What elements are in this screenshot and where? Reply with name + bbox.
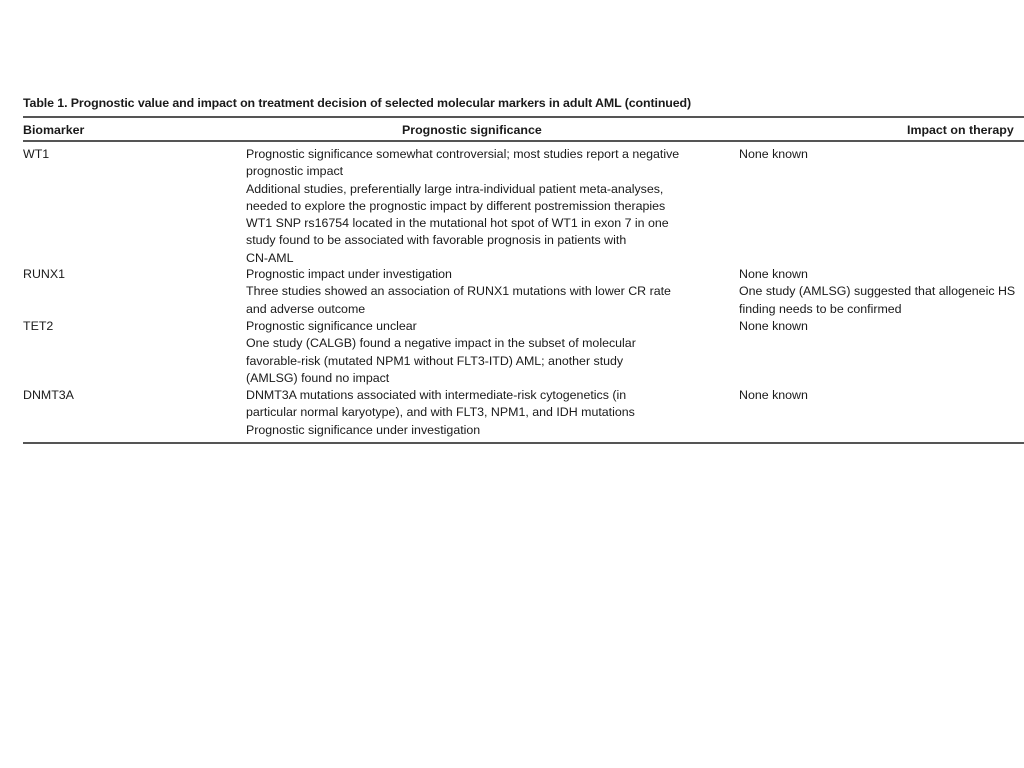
text-line: Prognostic significance somewhat controversial; most studies report a negative [246, 147, 680, 161]
therapy-cell [739, 266, 1024, 318]
prognostic-cell-entry [246, 422, 726, 439]
biomarker-cell: RUNX1 [23, 267, 65, 281]
prognostic-cell-entry [246, 318, 726, 335]
text-line: One study (CALGB) found a negative impact in the subset of molecular [246, 336, 636, 351]
text-line: WT1 SNP rs16754 located in the mutational hot spot of WT1 in exon 7 in one [246, 216, 669, 231]
text-line: None known [739, 267, 808, 281]
therapy-cell [739, 146, 1024, 163]
column-header-impact-on-therapy: Impact on therapy [907, 123, 1014, 137]
text-line: None known [739, 388, 808, 402]
text-line: Prognostic significance under investigation [246, 422, 481, 437]
text-line: study found to be associated with favorable prognosis in patients with [246, 233, 627, 248]
prognostic-cell-entry [246, 387, 726, 422]
therapy-cell-entry [739, 266, 1024, 283]
text-line: CN-AML [246, 250, 294, 265]
prognostic-cell-entry [246, 335, 726, 387]
prognostic-cell-entry [246, 181, 726, 216]
text-line: Additional studies, preferentially large intra-individual patient meta-analyses, [246, 181, 664, 196]
text-line: prognostic impact [246, 164, 344, 179]
text-line: Prognostic significance unclear [246, 319, 417, 333]
text-line: None known [739, 319, 808, 333]
text-line: DNMT3A mutations associated with intermediate-risk cytogenetics (in [246, 388, 627, 402]
table-header-rule [23, 140, 1024, 142]
text-line: (AMLSG) found no impact [246, 370, 390, 385]
prognostic-cell-entry [246, 266, 726, 283]
prognostic-cell [246, 146, 726, 267]
prognostic-cell [246, 387, 726, 439]
table-caption: Table 1. Prognostic value and impact on treatment decision of selected molecular markers in adult AML (continued) [23, 96, 692, 110]
text-line: needed to explore the prognostic impact by different postremission therapies [246, 198, 666, 213]
prognostic-cell-entry [246, 146, 726, 181]
text-line: particular normal karyotype), and with FLT3, NPM1, and IDH mutations [246, 405, 635, 420]
text-line: Prognostic impact under investigation [246, 267, 452, 281]
therapy-cell [739, 318, 1024, 335]
prognostic-cell-entry [246, 283, 726, 318]
biomarker-cell: DNMT3A [23, 388, 74, 402]
therapy-cell-entry [739, 283, 1024, 318]
text-line: One study (AMLSG) suggested that allogeneic HS [739, 284, 1016, 299]
table-top-rule [23, 116, 1024, 118]
prognostic-cell-entry [246, 215, 726, 267]
biomarker-cell: WT1 [23, 147, 50, 161]
text-line: and adverse outcome [246, 301, 366, 316]
prognostic-cell [246, 266, 726, 318]
therapy-cell-entry [739, 146, 1024, 163]
column-header-biomarker: Biomarker [23, 123, 85, 137]
therapy-cell [739, 387, 1024, 404]
table-bottom-rule [23, 442, 1024, 444]
text-line: Three studies showed an association of RUNX1 mutations with lower CR rate [246, 284, 671, 299]
therapy-cell-entry [739, 318, 1024, 335]
biomarker-cell: TET2 [23, 319, 54, 333]
text-line: finding needs to be confirmed [739, 301, 902, 316]
prognostic-cell [246, 318, 726, 387]
therapy-cell-entry [739, 387, 1024, 404]
text-line: favorable-risk (mutated NPM1 without FLT3-ITD) AML; another study [246, 353, 624, 368]
text-line: None known [739, 147, 808, 161]
column-header-prognostic-significance: Prognostic significance [402, 123, 542, 137]
